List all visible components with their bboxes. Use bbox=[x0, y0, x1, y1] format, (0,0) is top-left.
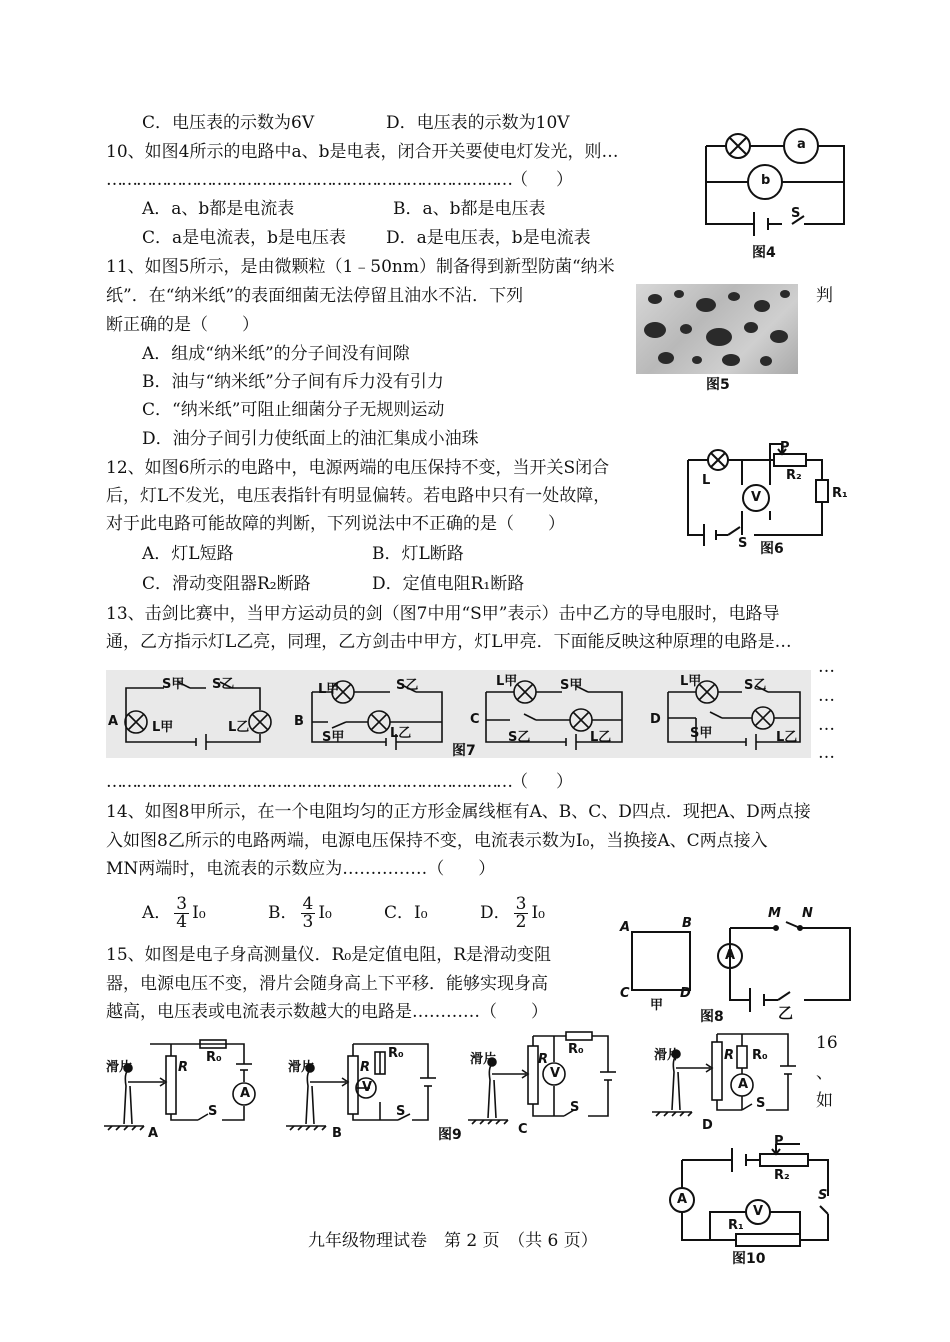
q13-line1: 13、击剑比赛中，当甲方运动员的剑（图7中用“S甲”表示）击中乙方的导电服时，电路导 bbox=[106, 604, 780, 624]
q13-tail-dots: … bbox=[818, 657, 835, 677]
q12-line3: 对于此电路可能故障的判断，下列说法中不正确的是（ ） bbox=[106, 514, 565, 534]
panel-label: C bbox=[518, 1122, 528, 1137]
r-label: R bbox=[360, 1060, 371, 1075]
q11-option-b: B．油与“纳米纸”分子间有斥力没有引力 bbox=[142, 372, 444, 392]
figure-10-circuit bbox=[664, 1134, 844, 1267]
q11-line3: 断正确的是（ ） bbox=[106, 315, 259, 335]
panel-b-label: B bbox=[294, 714, 304, 729]
voltmeter-label: V bbox=[362, 1080, 373, 1095]
r2-label: R₂ bbox=[786, 468, 802, 483]
q14-option-a bbox=[142, 888, 206, 938]
slider-label: 滑片 bbox=[288, 1060, 315, 1075]
q10-option-d: D．a是电压表，b是电流表 bbox=[386, 228, 591, 248]
q13-tail-dots: … bbox=[818, 686, 835, 706]
syi-label: S乙 bbox=[396, 678, 419, 693]
q14-option-d bbox=[480, 888, 545, 938]
figure-8 bbox=[618, 906, 858, 1025]
q13-tail-dots: … bbox=[818, 743, 835, 763]
q14-line1: 14、如图8甲所示，在一个电阻均匀的正方形金属线框有A、B、C、D四点．现把A、D两点接 bbox=[106, 802, 811, 822]
page-footer: 九年级物理试卷 第 2 页 （共 6 页） bbox=[308, 1231, 598, 1251]
ammeter-label: A bbox=[240, 1086, 251, 1101]
r0-label: R₀ bbox=[206, 1050, 222, 1065]
sjia-label: S甲 bbox=[162, 677, 185, 692]
slider-label: 滑片 bbox=[470, 1052, 497, 1067]
ljia-label: L甲 bbox=[152, 720, 174, 735]
figure-4-caption: 图4 bbox=[752, 245, 776, 261]
r-label: R bbox=[724, 1048, 735, 1063]
lyi-label: L乙 bbox=[390, 726, 412, 741]
figure-9-panel-c bbox=[468, 1024, 628, 1137]
panel-label: A bbox=[148, 1126, 159, 1141]
q12-line1: 12、如图6所示的电路中，电源两端的电压保持不变，当开关S闭合 bbox=[106, 458, 610, 478]
q12-option-d: D．定值电阻R₁断路 bbox=[372, 574, 525, 594]
r0-label: R₀ bbox=[568, 1042, 584, 1057]
switch-label: S bbox=[396, 1104, 406, 1119]
switch-s-label: S bbox=[818, 1188, 828, 1203]
q15-line3: 越高，电压表或电流表示数越大的电路是…………（ ） bbox=[106, 1002, 548, 1022]
corner-c-label: C bbox=[620, 986, 630, 1001]
q12-option-b: B．灯L断路 bbox=[372, 544, 464, 564]
unit: I₀ bbox=[531, 903, 545, 923]
q13-dots: ………………………………………………………………………（ ） bbox=[106, 772, 571, 792]
terminal-n-label: N bbox=[802, 906, 813, 921]
meter-b-label: b bbox=[761, 173, 771, 188]
r-label: R bbox=[538, 1052, 549, 1067]
slider-label: 滑片 bbox=[654, 1048, 681, 1063]
r0-label: R₀ bbox=[752, 1048, 768, 1063]
sjia-label: S甲 bbox=[560, 678, 583, 693]
figure-4-circuit bbox=[700, 124, 850, 261]
r-label: R bbox=[178, 1060, 189, 1075]
q11-line2: 纸”．在“纳米纸”的表面细菌无法停留且油水不沾．下列 bbox=[106, 286, 524, 306]
panel-label: B bbox=[332, 1126, 342, 1141]
q10-option-b: B．a、b都是电压表 bbox=[393, 199, 546, 219]
q11-line1: 11、如图5所示，是由微颗粒（1﹣50nm）制备得到新型防菌“纳米 bbox=[106, 257, 615, 277]
corner-b-label: B bbox=[682, 916, 692, 931]
figure-5-nanopaper-photo bbox=[636, 284, 798, 374]
denominator: 3 bbox=[302, 912, 314, 932]
fraction bbox=[514, 896, 529, 931]
q14-line2: 入如图8乙所示的电路两端，电源电压保持不变，电流表示数为I₀，当换接A、C两点接入 bbox=[106, 831, 768, 851]
figure-7-caption: 图7 bbox=[452, 743, 476, 759]
syi-label: S乙 bbox=[212, 677, 235, 692]
q10-dots: ………………………………………………………………………（ ） bbox=[106, 170, 571, 190]
r1-label: R₁ bbox=[728, 1218, 744, 1233]
numerator: 3 bbox=[515, 894, 527, 914]
option-label: D． bbox=[480, 903, 511, 923]
ljia-label: L甲 bbox=[680, 674, 702, 689]
q9-option-d: D．电压表的示数为10V bbox=[386, 113, 570, 133]
syi-label: S乙 bbox=[744, 678, 767, 693]
option-label: A． bbox=[142, 903, 172, 923]
q11-option-d: D．油分子间引力使纸面上的油汇集成小油珠 bbox=[142, 429, 479, 449]
denominator: 2 bbox=[515, 912, 527, 932]
figure-9-panel-d bbox=[652, 1024, 812, 1134]
q15-line1: 15、如图是电子身高测量仪．R₀是定值电阻，R是滑动变阻 bbox=[106, 945, 552, 965]
q12-line2: 后，灯L不发光，电压表指针有明显偏转。若电路中只有一处故障， bbox=[106, 486, 611, 506]
ammeter-label: A bbox=[725, 948, 736, 963]
corner-d-label: D bbox=[680, 986, 691, 1001]
ljia-label: L甲 bbox=[496, 674, 518, 689]
q9-option-c: C．电压表的示数为6V bbox=[142, 113, 315, 133]
q10-option-a: A．a、b都是电流表 bbox=[142, 199, 295, 219]
q16-fragment: 、 bbox=[816, 1063, 833, 1083]
panel-a-label: A bbox=[108, 714, 119, 729]
r1-label: R₁ bbox=[832, 486, 848, 501]
q14-option-b bbox=[268, 888, 332, 938]
terminal-m-label: M bbox=[768, 906, 781, 921]
q13-tail-dots: … bbox=[818, 715, 835, 735]
panel-d-label: D bbox=[650, 712, 661, 727]
q13-line2: 通，乙方指示灯L乙亮，同理，乙方剑击中甲方，灯L甲亮．下面能反映这种原理的电路是… bbox=[106, 632, 792, 652]
switch-s-label: S bbox=[738, 536, 748, 551]
q14-option-c: C．I₀ bbox=[384, 903, 428, 923]
option-label: B． bbox=[268, 903, 298, 923]
denominator: 4 bbox=[176, 912, 188, 932]
corner-a-label: A bbox=[620, 920, 631, 935]
switch-s-label: S bbox=[791, 206, 801, 221]
slider-p-label: P bbox=[774, 1134, 784, 1149]
lyi-label: L乙 bbox=[776, 730, 798, 745]
voltmeter-label: V bbox=[550, 1066, 561, 1081]
q10-stem: 10、如图4所示的电路中a、b是电表，闭合开关要使电灯发光，则… bbox=[106, 142, 619, 162]
figure-8-yi: 乙 bbox=[778, 1004, 794, 1022]
q11-option-a: A．组成“纳米纸”的分子间没有间隙 bbox=[142, 344, 410, 364]
sjia-label: S甲 bbox=[690, 726, 713, 741]
figure-9-panel-b bbox=[286, 1030, 446, 1140]
r2-label: R₂ bbox=[774, 1168, 790, 1183]
figure-9-panel-a bbox=[104, 1030, 264, 1140]
switch-label: S bbox=[208, 1104, 218, 1119]
panel-label: D bbox=[702, 1118, 713, 1133]
figure-6-circuit bbox=[682, 440, 848, 557]
unit: I₀ bbox=[318, 903, 332, 923]
ammeter-label: A bbox=[738, 1077, 749, 1092]
unit: I₀ bbox=[192, 903, 206, 923]
numerator: 4 bbox=[302, 894, 314, 914]
ljia-label: L甲 bbox=[318, 682, 340, 697]
r0-label: R₀ bbox=[388, 1046, 404, 1061]
q11-line2-tail: 判 bbox=[816, 286, 833, 306]
lyi-label: L乙 bbox=[228, 720, 250, 735]
q12-option-a: A．灯L短路 bbox=[142, 544, 234, 564]
switch-label: S bbox=[756, 1096, 766, 1111]
voltmeter-label: V bbox=[751, 490, 762, 505]
lyi-label: L乙 bbox=[590, 730, 612, 745]
q16-fragment: 如 bbox=[816, 1091, 833, 1111]
q14-line3: MN两端时，电流表的示数应为……………（ ） bbox=[106, 859, 496, 879]
switch-label: S bbox=[570, 1100, 580, 1115]
fraction bbox=[174, 896, 189, 931]
figure-9-caption: 图9 bbox=[438, 1127, 462, 1143]
q11-option-c: C．“纳米纸”可阻止细菌分子无规则运动 bbox=[142, 400, 445, 420]
figure-5-caption: 图5 bbox=[706, 377, 730, 393]
figure-6-caption: 图6 bbox=[760, 541, 784, 557]
sjia-label: S甲 bbox=[322, 730, 345, 745]
figure-8-jia: 甲 bbox=[650, 998, 664, 1013]
slider-label: 滑片 bbox=[106, 1060, 133, 1075]
q15-line2: 器，电源电压不变，滑片会随身高上下平移．能够实现身高 bbox=[106, 974, 548, 994]
lamp-l-label: L bbox=[702, 473, 711, 488]
fraction bbox=[301, 896, 316, 931]
voltmeter-label: V bbox=[753, 1204, 764, 1219]
meter-a-label: a bbox=[797, 137, 806, 152]
q12-option-c: C．滑动变阻器R₂断路 bbox=[142, 574, 311, 594]
figure-10-caption: 图10 bbox=[732, 1251, 766, 1267]
figure-8-caption: 图8 bbox=[700, 1009, 724, 1025]
panel-c-label: C bbox=[470, 712, 480, 727]
numerator: 3 bbox=[176, 894, 188, 914]
q16-fragment: 16 bbox=[816, 1033, 838, 1053]
ammeter-label: A bbox=[677, 1192, 688, 1207]
q10-option-c: C．a是电流表，b是电压表 bbox=[142, 228, 347, 248]
slider-p-label: P bbox=[780, 440, 790, 455]
syi-label: S乙 bbox=[508, 730, 531, 745]
